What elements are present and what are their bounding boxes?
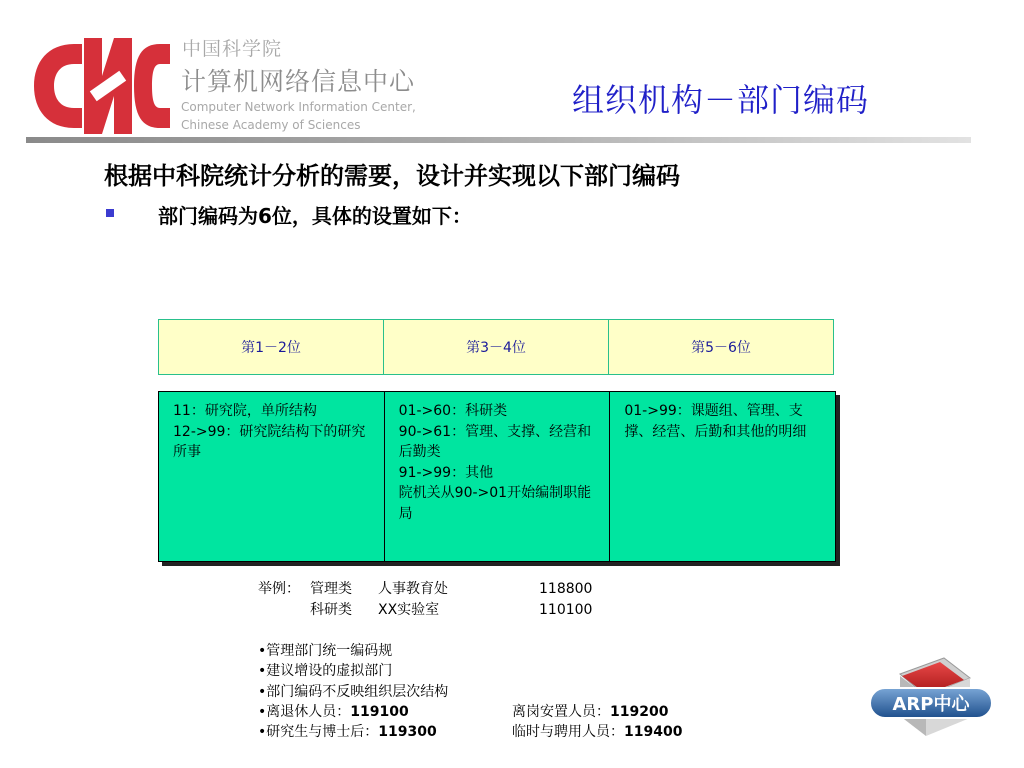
bullet-text: 部门编码为6位，具体的设置如下：: [158, 204, 472, 228]
cnc-logo: [30, 36, 172, 136]
example-code: 118800: [539, 581, 593, 597]
org-name-cn: 计算机网络信息中心: [181, 67, 416, 96]
note-postdoc-code: 119300: [378, 724, 437, 740]
header-cell-digits-1-2: 第1－2位: [159, 320, 384, 374]
example-label: 举例：: [258, 581, 300, 597]
header-cell-digits-3-4: 第3－4位: [384, 320, 609, 374]
org-name-cn-small: 中国科学院: [182, 38, 283, 60]
arp-center-logo: [866, 654, 996, 750]
note-postdoc: [258, 722, 437, 742]
body-cell-digits-3-4: 01->60：科研类 90->61：管理、支撑、经营和后勤类 91->99：其他 院机关从90->01开始编制职能局: [385, 392, 611, 561]
example-code: 110100: [539, 602, 593, 618]
note-offpost: [512, 702, 668, 722]
note-retired-label: •离退休人员：: [258, 704, 351, 720]
header-divider: [26, 137, 971, 143]
example-dept: XX实验室: [378, 602, 440, 618]
note-offpost-code: 119200: [610, 704, 669, 720]
note-temp: [512, 722, 682, 742]
note-temp-code: 119400: [624, 724, 683, 740]
example-category: 管理类: [310, 581, 352, 597]
note-temp-label: 临时与聘用人员：: [512, 724, 624, 740]
note-retired: [258, 702, 409, 722]
note-postdoc-label: •研究生与博士后：: [258, 724, 379, 740]
body-cell-digits-5-6: 01->99：课题组、管理、支撑、经营、后勤和其他的明细: [624, 403, 807, 440]
note-item: •建议增设的虚拟部门: [258, 663, 393, 679]
org-name-en-line1: Computer Network Information Center,: [181, 100, 416, 114]
note-item: •部门编码不反映组织层次结构: [258, 684, 449, 700]
bullet-square-icon: [106, 209, 114, 217]
header-cell-digits-5-6: 第5－6位: [691, 340, 751, 356]
example-category: 科研类: [310, 602, 352, 618]
code-table-body: [158, 391, 836, 562]
note-item: •管理部门统一编码规: [258, 643, 393, 659]
page-title: 组织机构－部门编码: [572, 81, 870, 119]
note-offpost-label: 离岗安置人员：: [512, 704, 610, 720]
arp-badge-text: ARP中心: [892, 694, 970, 715]
example-dept: 人事教育处: [378, 581, 448, 597]
code-table-header: [158, 319, 834, 375]
note-retired-code: 119100: [350, 704, 409, 720]
body-cell-digits-1-2: 11：研究院，单所结构 12->99：研究院结构下的研究所事: [159, 392, 385, 561]
section-heading: 根据中科院统计分析的需要，设计并实现以下部门编码: [104, 162, 680, 190]
org-name-en-line2: Chinese Academy of Sciences: [181, 118, 361, 132]
